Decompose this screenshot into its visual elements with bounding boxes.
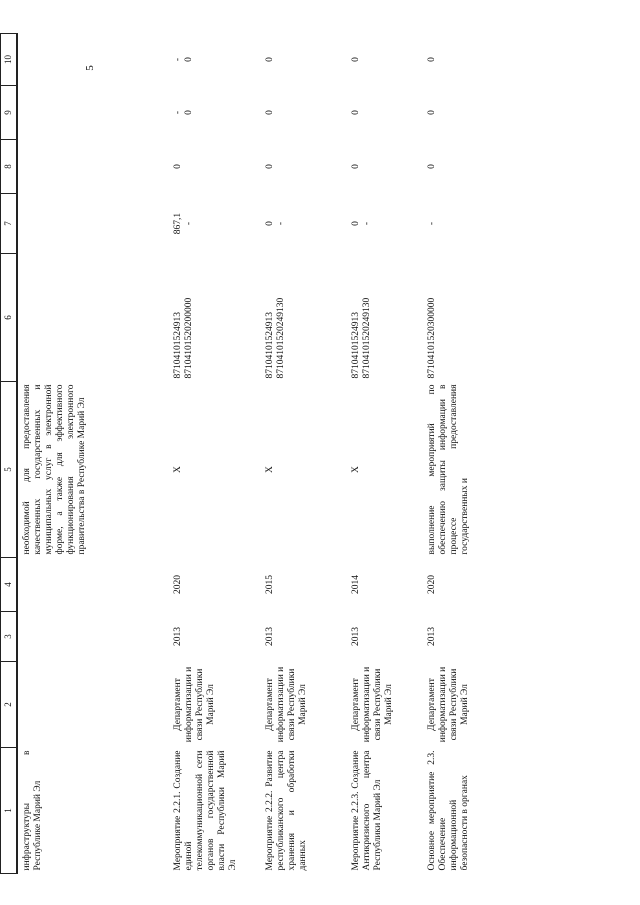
budget-code: 87104101520200000	[184, 297, 194, 379]
description-cell: выполнение мероприятий по обеспечению защиты информации в процессе предоставления государственных и	[427, 384, 470, 555]
value-cell	[167, 86, 259, 140]
activity-name-cell: Мероприятие 2.2.2. Развитие республиканского центра хранения и обработки данных	[265, 750, 308, 871]
end-year-cell: 2020	[427, 575, 437, 594]
start-year-cell	[17, 612, 167, 662]
value: 0	[265, 221, 275, 226]
value-cell	[345, 86, 421, 140]
end-year-cell: 2020	[173, 575, 183, 594]
executor-cell: Департамент информатизации и связи Республики Марий Эл	[265, 666, 308, 743]
value-cell	[421, 140, 531, 194]
activity-name-cell: Мероприятие 2.2.1. Создание единой телекоммуникационной сети органов государственной власти Республики Марий Эл	[173, 750, 238, 871]
budget-code: 87104101520249130	[276, 297, 286, 379]
value: 0	[265, 110, 275, 115]
value-cell	[17, 86, 167, 140]
table-row	[17, 34, 167, 874]
header-cell: 1	[1, 748, 18, 874]
budget-code: 87104101524913	[351, 312, 361, 379]
executor-cell: Департамент информатизации и связи Республики Марий Эл	[427, 666, 470, 743]
activity-name-cell: инфраструктуры в Республике Марий Эл	[22, 750, 43, 871]
value: 0	[265, 57, 275, 62]
header-cell: 8	[1, 140, 18, 194]
description-cell: X	[265, 466, 275, 473]
start-year-cell: 2013	[427, 627, 437, 646]
table-row	[167, 34, 259, 874]
value-cell	[17, 140, 167, 194]
value-cell	[17, 194, 167, 254]
value-cell	[259, 86, 345, 140]
value: 867,1	[173, 212, 183, 235]
budget-code-cell	[345, 254, 421, 382]
description-cell: X	[173, 466, 183, 473]
value-cell	[345, 194, 421, 254]
value: 0	[184, 57, 194, 62]
value: 0	[173, 164, 183, 169]
header-cell: 3	[1, 612, 18, 662]
budget-code-cell	[421, 254, 531, 382]
value: -	[276, 221, 286, 226]
activity-name-cell: Мероприятие 2.2.3. Создание Антикризисного центра Республики Марий Эл	[351, 750, 383, 871]
program-table	[0, 33, 531, 874]
start-year-cell: 2013	[173, 627, 183, 646]
budget-code: 87104101524913	[265, 312, 275, 379]
budget-code-cell	[167, 254, 259, 382]
table-row	[345, 34, 421, 874]
value-cell	[345, 34, 421, 86]
header-cell: 7	[1, 194, 18, 254]
value: 0	[427, 57, 437, 62]
table-row	[421, 34, 531, 874]
value-cell	[345, 140, 421, 194]
value: 0	[351, 57, 361, 62]
value: 0	[184, 110, 194, 115]
header-cell: 10	[1, 34, 18, 86]
value: -	[173, 57, 183, 62]
table-row	[259, 34, 345, 874]
value: -	[427, 221, 437, 226]
header-cell: 2	[1, 662, 18, 748]
value: 0	[427, 164, 437, 169]
end-year-cell: 2014	[351, 575, 361, 594]
value: 0	[427, 110, 437, 115]
header-cell: 5	[1, 382, 18, 558]
rotated-table-page	[0, 34, 620, 874]
value-cell	[167, 194, 259, 254]
description-cell: X	[351, 466, 361, 473]
header-cell: 9	[1, 86, 18, 140]
description-cell: необходимой для предоставления качественных государственных и муниципальных услуг в электронной форме, а также для эффективного функционирования электронного правительства в Республике Марий Эл	[22, 384, 87, 555]
value-cell	[259, 140, 345, 194]
budget-code-cell	[259, 254, 345, 382]
value: -	[184, 221, 194, 226]
budget-code: 87104101524913	[173, 312, 183, 379]
executor-cell	[17, 662, 167, 748]
value-cell	[17, 34, 167, 86]
value-cell	[259, 194, 345, 254]
value-cell	[421, 34, 531, 86]
budget-code: 87104101520249130	[362, 297, 372, 379]
end-year-cell: 2015	[265, 575, 275, 594]
budget-code-cell	[17, 254, 167, 382]
start-year-cell: 2013	[265, 627, 275, 646]
value-cell	[421, 86, 531, 140]
activity-name-cell: Основное мероприятие 2.3. Обеспечение информационной безопасности в органах	[427, 750, 470, 871]
budget-code: 87104101520300000	[427, 297, 437, 379]
header-row	[1, 34, 18, 874]
executor-cell: Департамент информатизации и связи Республики Марий Эл	[173, 666, 216, 743]
value: 0	[351, 221, 361, 226]
header-cell: 6	[1, 254, 18, 382]
value-cell	[421, 194, 531, 254]
end-year-cell	[17, 558, 167, 612]
page-number: 5	[84, 65, 96, 71]
value: -	[362, 221, 372, 226]
value: 0	[351, 164, 361, 169]
value: -	[173, 110, 183, 115]
value-cell	[259, 34, 345, 86]
value-cell	[167, 34, 259, 86]
value: 0	[351, 110, 361, 115]
value-cell	[167, 140, 259, 194]
executor-cell: Департамент информатизации и связи Республики Марий Эл	[351, 666, 394, 743]
value: 0	[265, 164, 275, 169]
start-year-cell: 2013	[351, 627, 361, 646]
header-cell: 4	[1, 558, 18, 612]
